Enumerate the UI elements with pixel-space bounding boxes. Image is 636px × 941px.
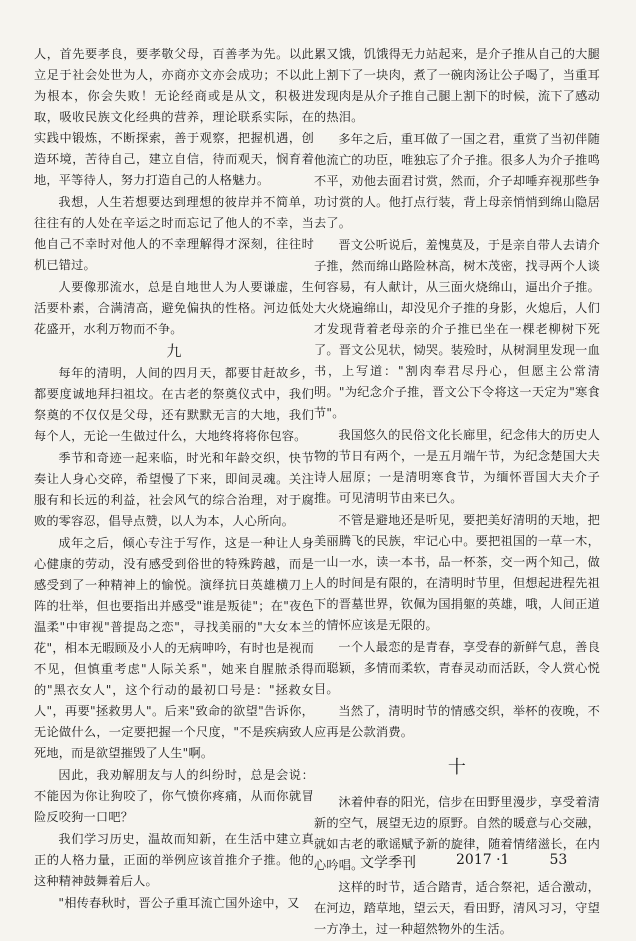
issue-number: 2017 ·1	[456, 852, 510, 868]
journal-name: 文学季刊	[360, 855, 416, 871]
paragraph: 多年之后，重耳做了一国之君，重赏了当初伴随他流亡的功臣，唯独忘了介子推。很多人为介子推鸣不平，劝他去面君讨赏，然而，介子却唾弃视那些争功讨赏的人。他打点行装，背上母亲悄悄到绵山隐居去了。	[314, 132, 600, 230]
paragraph: 我国悠久的民俗文化长廊里，纪念伟大的历史人物的节日有两个，一是五月端午节，为纪念楚国大夫诗人屈原；一是清明寒食节，为缅怀晋国大夫介子推。可见清明节由来已久。	[314, 428, 600, 505]
paragraph: 每年的清明，人间的四月天，都要甘赶故乡，都要度诚地拜扫祖坟。在古老的祭奠仪式中，我们祭奠的不仅仅是父母，还有默默无言的大地，我们每个人，无论一生做过什么，大地终将将你包容。	[34, 366, 314, 443]
paragraph: 季节和奇迹一起来临，时光和年龄交织，快节奏让人身心交碎，希望慢了下来，即间灵魂。关注服有和长远的利益，社会风气的综合治理，对于腐败的零容忍，倡导点赞，以人为本，人心所向。	[34, 451, 314, 528]
paragraph: 沐着仲春的阳光，信步在田野里漫步，享受着清新的空气，展望无边的原野。自然的暖意与心交融，就如古老的歌谣赋予新的旋律，随着情绪滋长，在内心吟唱。	[314, 795, 600, 872]
paragraph: 这样的时节，适合踏青，适合祭祀，适合激动，在河边，踏草地，望云天，看田野，清风习习，守望一方净土，过一种超然物外的生活。	[314, 880, 600, 936]
paragraph: 晋文公听说后，羞愧莫及，于是亲自带人去请介子推，然而绵山路险林高，树木茂密，找寻两个人谈何容易，有人献计，从三面火烧绵山，逼出介子推。大火烧遍绵山，却没见介子推的身影，火熄后，人们才发现背着老母亲的介子推已坐在一棵老柳树下死了。晋文公见状，恸哭。装殓时，从树洞里发现一血书，上写道："割肉奉君尽丹心，但愿主公常清明。"为纪念介子推，晋文公下令将这一天定为"寒食节"。	[314, 238, 600, 420]
section-heading: 十	[447, 757, 467, 778]
paragraph: 人要像那流水，总是自地世人为人要谦虚，生活要朴素，合满清高，避免偏执的性格。河边低处花盛开，水利万物而不争。	[34, 280, 314, 336]
paragraph: 人，首先要孝良，要孝敬父母，百善孝为先。以此立足于社会处世为人，亦商亦文亦会成功；不以此为根本，你会失败！无论经商或是从文，积极进取，吸收民族文化经典的营养，理论联系实际，在实践中锻炼，不断探索，善于观察，把握机遇，创造环境，苦待自己，建立自信，待而观天，悯育着地，平等待人，努力打造自己的人格魅力。	[34, 47, 314, 187]
page-number: 53	[549, 852, 568, 868]
paragraph: "相传春秋时，晋公子重耳流亡国外途中，又	[58, 896, 300, 910]
paragraph: 我们学习历史，温故而知新，在生活中建立真正的人格力量，正面的举例应该首推介子推。他的这种精神鼓舞着后人。	[34, 832, 314, 888]
page-footer	[360, 852, 610, 872]
paragraph: 当然了，清明时节的情感交织，举杯的夜晚，不应再是公款消费。	[314, 704, 600, 739]
section-heading: 九	[166, 342, 182, 360]
paragraph: 一个人最恋的是青春，享受春的新鲜气息，善良而聪颖，多情而柔软，青春灵动而活跃，令人赏心悦目。	[314, 640, 600, 696]
paragraph: 因此，我劝解朋友与人的纠纷时，总是会说：不能因为你让狗咬了，你气愤你疼痛，从而你就冒险反咬狗一口吧？	[34, 768, 314, 824]
left-column	[34, 44, 314, 915]
right-column	[314, 44, 600, 941]
paragraph: 我想，人生若想要达到理想的彼岸并不简单，往往有的人处在辛运之时而忘记了他人的不幸，当他自己不幸时对他人的不幸理解得才深刻，往往时机已错过。	[34, 195, 314, 272]
paragraph: 成年之后，倾心专注于写作，这是一种让人身心健康的劳动，没有感受到俗世的特殊跨越，而是感受到了一种精神上的愉悦。演绎抗日英雄横刀上阵的壮举，但也要指出并感受"谁是叛徒"；在"夜色温柔"中审视"普提岛之恋"，寻找美丽的"大女本兰花"，相本无暇顾及小人的无病呻吟，有时也是视而不见，但慎重考虑"人际关系"，她来自腥脓杀得的"黑衣女人"，这个行动的最初口号是："拯救女人"，再要"拯救男人"。后来"致命的欲望"告诉你，无论做什么，一定要把握一个尺度，"不是疾病致人死地，而是欲望摧毁了人生"啊。	[34, 536, 314, 760]
paragraph: 累又饿，饥饿得无力站起来，是介子推从自己的大腿上割下了一块肉，煮了一碗肉汤让公子喝了，当重耳发现肉是从介子推自己腿上割下的时候，流下了感动的热泪。	[314, 47, 600, 124]
paragraph: 不管是避地还是听见，要把美好清明的天地，把美丽腾飞的民族，牢记心中。要把祖国的一草一木，一山一水，读一本书，品一杯茶，交一两个知己，做人的时间是有限的，在清明时节里，但想起进程先祖下的晋墓世界，钦佩为国捐躯的英雄，哦，人间正道的情怀应该是无限的。	[314, 513, 600, 632]
